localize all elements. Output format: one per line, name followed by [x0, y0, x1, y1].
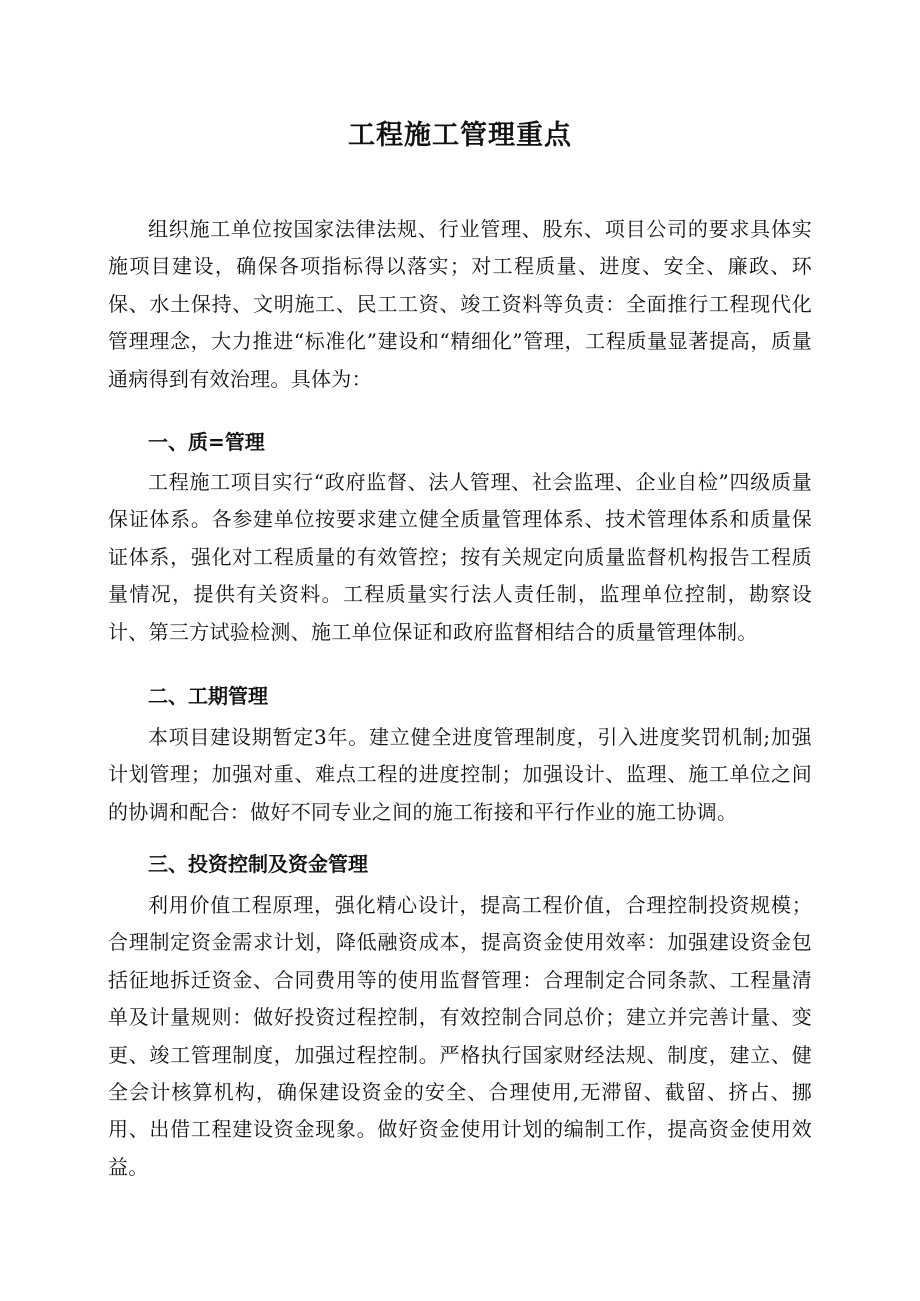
section-heading-quality: 一、质=管理 — [148, 430, 265, 454]
section-body-schedule: 本项目建设期暂定3年。建立健全进度管理制度，引入进度奖罚机制;加强计划管理；加强对重、难点工程的进度控制；加强设计、监理、施工单位之间的协调和配合：做好不同专业之间的施工衔接和平行作业的施工协调。 — [108, 725, 812, 824]
section-heading-schedule: 二、工期管理 — [148, 684, 268, 708]
section-body-quality: 工程施工项目实行“政府监督、法人管理、社会监理、企业自检”四级质量保证体系。各参建单位按要求建立健全质量管理体系、技术管理体系和质量保证体系，强化对工程质量的有效管控；按有关规定向质量监督机构报告工程质量情况，提供有关资料。工程质量实行法人责任制，监理单位控制，勘察设计、第三方试验检测、施工单位保证和政府监督相结合的质量管理体制。 — [108, 470, 812, 644]
document-title: 工程施工管理重点 — [348, 120, 572, 151]
section-body-investment: 利用价值工程原理，强化精心设计，提高工程价值，合理控制投资规模；合理制定资金需求计划，降低融资成本，提高资金使用效率：加强建设资金包括征地拆迁资金、合同费用等的使用监督管理：合理制定合同条款、工程量清单及计量规则：做好投资过程控制，有效控制合同总价；建立并完善计量、变更、竣工管理制度，加强过程控制。严格执行国家财经法规、制度，建立、健全会计核算机构，确保建设资金的安全、合理使用,无滞留、截留、挤占、挪用、出借工程建设资金现象。做好资金使用计划的编制工作，提高资金使用效益。 — [108, 893, 812, 1179]
intro-paragraph: 组织施工单位按国家法律法规、行业管理、股东、项目公司的要求具体实施项目建设，确保各项指标得以落实；对工程质量、进度、安全、廉政、环保、水土保持、文明施工、民工工资、竣工资料等负责：全面推行工程现代化管理理念，大力推进“标准化”建设和“精细化”管理，工程质量显著提高，质量通病得到有效治理。具体为： — [108, 217, 812, 391]
section-heading-investment: 三、投资控制及资金管理 — [148, 852, 368, 876]
